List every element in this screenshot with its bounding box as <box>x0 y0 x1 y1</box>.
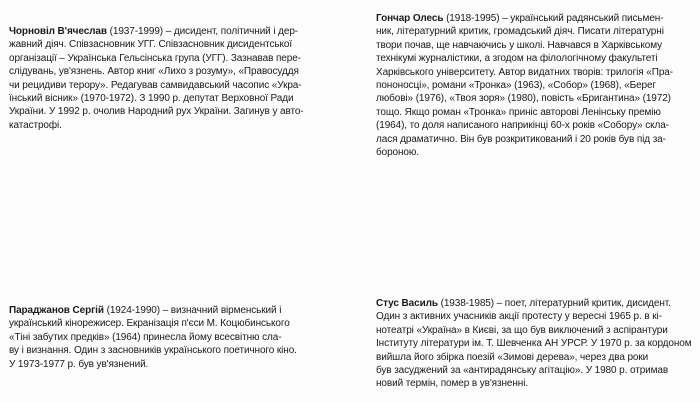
entry-name: Стус Василь <box>376 298 438 309</box>
entry-line: тощо. Якщо роман «Тронка» приніс авторові Ленінську премію <box>376 106 661 118</box>
entry-line: Інституту літератури ім. Т. Шевченка АН УРСР. У 1970 р. за кордоном <box>376 338 692 350</box>
entry-name: Параджанов Сергій <box>9 305 104 316</box>
entry-line: слідувань, ув'язнень. Автор книг «Лихо з розуму», «Правосуддя <box>9 66 299 78</box>
entry-line: пононосці», романи «Тронка» (1963), «Собор» (1968), «Берег <box>376 80 657 92</box>
entry-line: (1918-1995) – український радянський письмен- <box>443 13 664 24</box>
entry-line: любові» (1976), «Твоя зоря» (1980), повість «Бригантина» (1972) <box>376 93 671 105</box>
entry-line: Один з активних учасників акції протесту у вересні 1965 р. в кі- <box>376 311 662 323</box>
entry-line: чи рецидиви терору». Редагував самвидавський часопис «Укра- <box>9 79 302 91</box>
entry-line: український кінорежисер. Екранізація п'єси М. Коцюбинського <box>9 318 290 330</box>
entry-line: жавний діяч. Співзасновник УГГ. Співзасновник дисидентської <box>9 39 293 51</box>
entry-line: був засуджений за «антирадянську агітацію». У 1980 р. отримав <box>376 365 669 377</box>
entry-line: У 1973-1977 р. був ув'язнений. <box>9 358 149 370</box>
entry-line: нотеатрі «Україна» в Києві, за що був виключений з аспірантури <box>376 324 668 336</box>
entry-line: (1937-1999) – дисидент, політичний і дер- <box>106 26 299 37</box>
entry-line: України. У 1992 р. очолив Народний рух України. Загинув у авто- <box>9 106 304 118</box>
entry-line: «Тіні забутих предків» (1964) принесла йому всесвітню сла- <box>9 331 282 343</box>
entry-line: ник, літературний критик, громадський діяч. Писати літературні <box>376 26 664 38</box>
biography-entry-chornovil <box>9 25 304 132</box>
entry-line: новий термін, помер в ув'язненні. <box>376 378 529 390</box>
entry-line: бороною. <box>376 147 419 159</box>
biography-entry-honchar <box>376 12 673 159</box>
entry-line: (1924-1990) – визначний вірменський і <box>103 305 282 316</box>
entry-line: їнський вісник» (1970-1972). З 1990 р. депутат Верховної Ради <box>9 93 294 105</box>
entry-line: ву і визнання. Один з засновників українського поетичного кіно. <box>9 345 297 357</box>
entry-line: вийшла його збірка поезій «Зимові дерева», через два роки <box>376 351 649 363</box>
entry-line: Харківського університету. Автор видатних творів: трилогія «Пра- <box>376 66 673 78</box>
biography-entry-stus <box>376 297 692 391</box>
entry-line: технікумі журналістики, а згодом на філологічному факультеті <box>376 53 658 65</box>
entry-line: твори почав, ще навчаючись у школі. Навчався в Харківському <box>376 39 662 51</box>
entry-name: Чорновіл В'ячеслав <box>9 26 107 37</box>
biography-entry-paradzhanov <box>9 304 297 371</box>
entry-line: катастрофі. <box>9 119 62 131</box>
entry-line: (1938-1985) – поет, літературний критик, дисидент. <box>437 298 671 309</box>
entry-line: (1964), то доля написаного наприкінці 60-х років «Собору» скла- <box>376 120 669 132</box>
entry-line: організації – Українська Гельсінська група (УГГ). Зазнавав пере- <box>9 52 301 64</box>
entry-line: лася драматично. Він був розкритикований і 20 років був під за- <box>376 133 666 145</box>
entry-name: Гончар Олесь <box>376 13 444 24</box>
